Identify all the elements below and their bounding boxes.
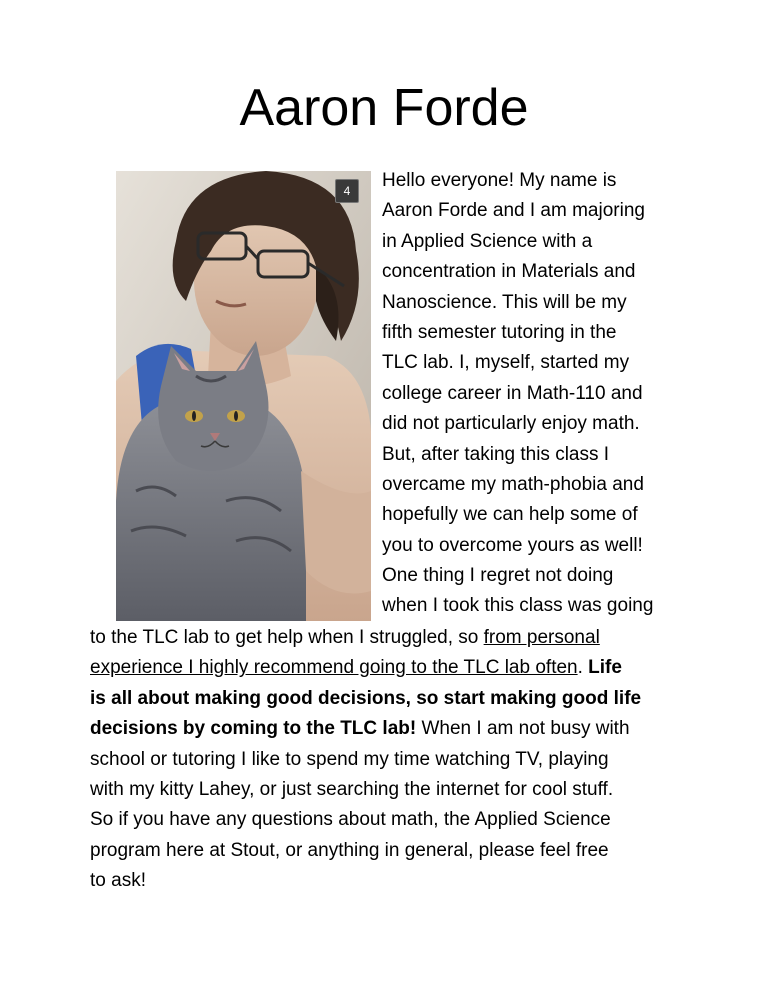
text-line: But, after taking this class I <box>382 443 610 465</box>
text-line: did not particularly enjoy math. <box>382 413 640 435</box>
intro-text-full <box>90 623 641 897</box>
text-plain: When I am not busy with <box>416 718 630 740</box>
text-line: college career in Math-110 and <box>382 382 643 404</box>
text-line: hopefully we can help some of <box>382 504 638 526</box>
text-plain: . <box>577 657 583 679</box>
text-line: concentration in Materials and <box>382 261 636 283</box>
text-underlined: from personal <box>483 627 600 648</box>
text-line: school or tutoring I like to spend my time watching TV, playing <box>90 748 609 770</box>
text-line: Nanoscience. This will be my <box>382 291 627 313</box>
text-bold: decisions by coming to the TLC lab! <box>90 718 417 740</box>
text-line: program here at Stout, or anything in general, please feel free <box>90 839 609 861</box>
page-title: Aaron Forde <box>239 79 529 137</box>
profile-photo <box>116 171 371 621</box>
text-line: TLC lab. I, myself, started my <box>382 352 630 374</box>
text-line: fifth semester tutoring in the <box>382 321 617 343</box>
text-line: to ask! <box>90 870 146 892</box>
text-line: when I took this class was going <box>382 595 654 617</box>
text-line: So if you have any questions about math, the Applied Science <box>90 809 611 831</box>
text-line <box>90 653 641 683</box>
text-line: Hello everyone! My name is <box>382 170 617 191</box>
text-line: overcame my math-phobia and <box>382 473 644 495</box>
text-line: Aaron Forde and I am majoring <box>382 200 645 222</box>
text-bold: Life <box>582 657 622 679</box>
text-line <box>90 714 641 744</box>
text-line: you to overcome yours as well! <box>382 534 643 556</box>
text-line: with my kitty Lahey, or just searching the internet for cool stuff. <box>90 778 614 800</box>
image-count-badge: 4 <box>335 179 359 203</box>
person-with-cat-image <box>116 171 371 621</box>
text-underlined: experience I highly recommend going to the TLC lab often <box>90 657 578 679</box>
text-line: in Applied Science with a <box>382 230 593 252</box>
text-bold: is all about making good decisions, so start making good life <box>90 687 642 709</box>
text-line: One thing I regret not doing <box>382 565 614 587</box>
text-line <box>90 684 641 714</box>
text-plain: to the TLC lab to get help when I struggled, so <box>90 627 484 648</box>
text-line <box>90 623 641 653</box>
intro-text-right <box>382 166 653 622</box>
